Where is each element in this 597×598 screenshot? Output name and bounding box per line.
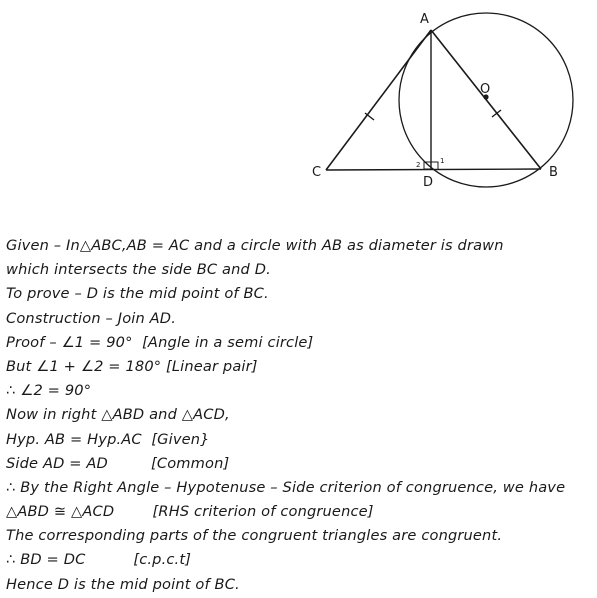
label-a: A [420,12,429,27]
proof-line-bd-dc: ∴ BD = DC [c.p.c.t] [6,551,192,569]
proof-line-angle-2: ∴ ∠2 = 90° [6,382,92,400]
label-b: B [549,165,558,180]
proof-line-congruence: △ABD ≅ △ACD [RHS criterion of congruence] [6,503,374,521]
proof-line-to-prove: To prove – D is the mid point of BC. [6,285,269,303]
proof-line-right-triangles: Now in right △ABD and △ACD, [6,406,230,424]
label-angle-1: 1 [440,157,445,165]
proof-line-hypotenuse: Hyp. AB = Hyp.AC [Given} [6,430,210,448]
proof-line-given-cont: which intersects the side BC and D. [6,261,271,279]
label-angle-2: 2 [416,161,421,169]
side-cb [326,169,541,170]
proof-line-cpct-statement: The corresponding parts of the congruent triangles are congruent. [6,527,503,545]
label-c: C [312,165,322,180]
proof-line-linear-pair: But ∠1 + ∠2 = 180° [Linear pair] [6,357,258,375]
geometry-figure [0,0,597,200]
proof-line-conclusion: Hence D is the mid point of BC. [6,575,240,593]
side-ac [326,30,431,170]
label-o: O [480,82,491,97]
proof-line-construction: Construction – Join AD. [6,309,176,327]
proof-line-given: Given – In△ABC,AB = AC and a circle with AB as diameter is drawn [6,237,504,254]
proof-line-side: Side AD = AD [Common] [6,454,230,472]
right-angle-marker [424,162,431,169]
proof-line-rhs: ∴ By the Right Angle – Hypotenuse – Side criterion of congruence, we have [6,478,566,496]
proof-text [6,234,594,597]
proof-line-angle-1: Proof – ∠1 = 90° [Angle in a semi circle] [6,333,314,351]
label-d: D [423,175,434,190]
